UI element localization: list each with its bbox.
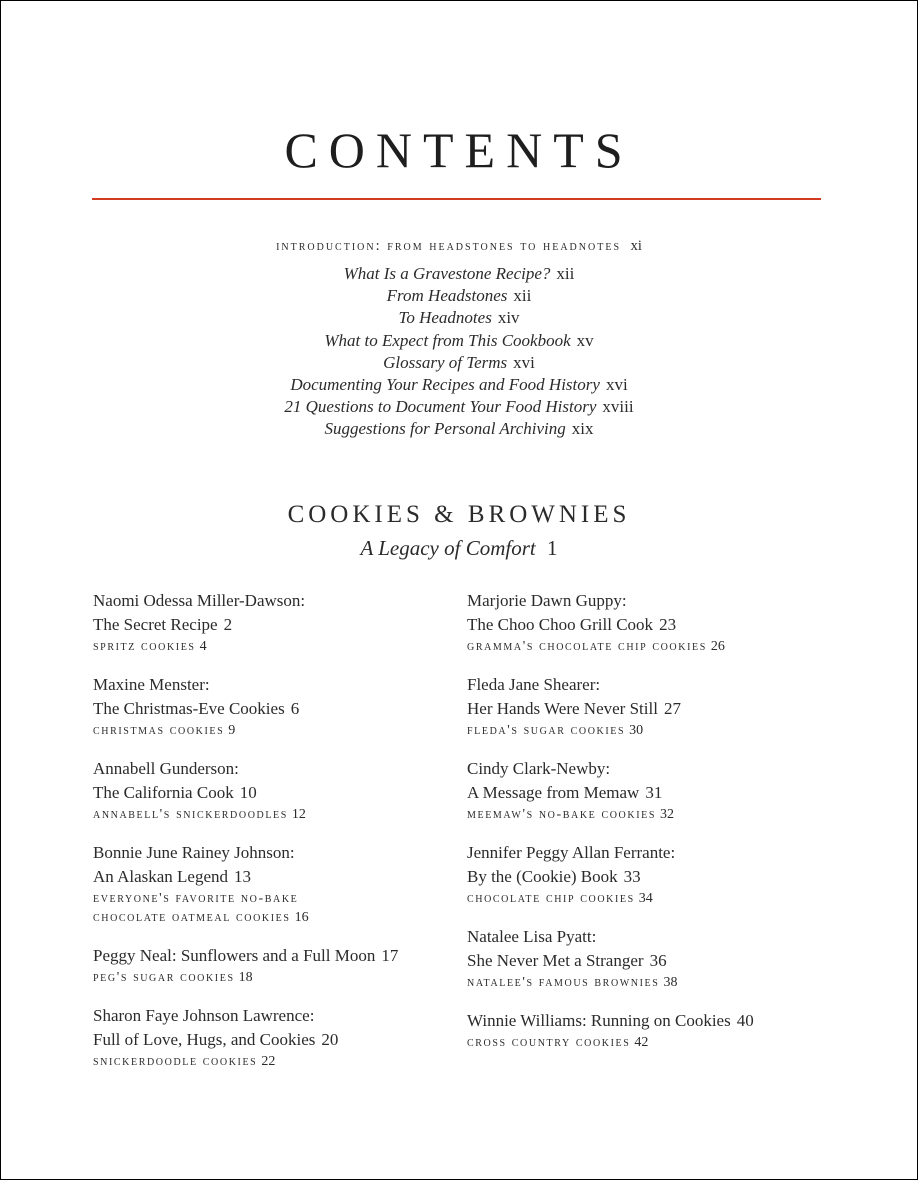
entry-story[interactable]	[467, 613, 827, 637]
entry-story-page: 6	[290, 699, 300, 718]
entry-story[interactable]	[93, 613, 453, 637]
entry-story-title: She Never Met a Stranger	[467, 951, 644, 970]
entry-story-page: 20	[321, 1030, 339, 1049]
entry-story-page: 10	[239, 783, 257, 802]
entry-recipe[interactable]	[93, 968, 453, 987]
entry-story-title: Peggy Neal: Sunflowers and a Full Moon	[93, 946, 376, 965]
intro-item[interactable]	[1, 263, 917, 285]
entry-story-title: An Alaskan Legend	[93, 867, 229, 886]
entry-recipe[interactable]	[93, 637, 453, 656]
entry-author[interactable]: Annabell Gunderson:	[93, 759, 239, 778]
entry-story[interactable]	[467, 781, 827, 805]
title-rule	[92, 198, 821, 200]
entry-recipe-name: peg's sugar cookies	[93, 970, 235, 985]
intro-item-label: To Headnotes	[398, 308, 492, 328]
entry-story[interactable]	[93, 697, 453, 721]
entry-recipe-page: 12	[291, 807, 306, 822]
entry-recipe[interactable]	[93, 908, 453, 927]
intro-item-label: 21 Questions to Document Your Food History	[284, 397, 597, 417]
toc-entry	[93, 944, 453, 987]
intro-item-page: xii	[556, 264, 575, 283]
entry-story-title: By the (Cookie) Book	[467, 867, 618, 886]
introduction-heading[interactable]	[1, 238, 917, 255]
toc-entry	[467, 589, 827, 656]
entry-author[interactable]: Fleda Jane Shearer:	[467, 675, 601, 694]
intro-item-label: From Headstones	[386, 286, 508, 306]
entry-story-page: 31	[645, 783, 663, 802]
entry-story-title: Her Hands Were Never Still	[467, 699, 658, 718]
entry-recipe-page: 42	[634, 1035, 649, 1050]
entry-story-title: The California Cook	[93, 783, 234, 802]
introduction-label: introduction: from headstones to headnotes	[276, 238, 622, 254]
right-column	[467, 589, 827, 1069]
toc-entry	[93, 1004, 453, 1071]
entry-story[interactable]	[93, 865, 453, 889]
intro-item[interactable]	[1, 307, 917, 329]
entry-recipe[interactable]	[467, 1033, 827, 1052]
entry-author[interactable]: Sharon Faye Johnson Lawrence:	[93, 1006, 315, 1025]
entry-recipe-name: fleda's sugar cookies	[467, 723, 626, 738]
entry-recipe[interactable]	[93, 1052, 453, 1071]
entry-story[interactable]	[467, 697, 827, 721]
section-subtitle-label: A Legacy of Comfort	[360, 536, 536, 560]
entry-recipe-page: 18	[238, 970, 253, 985]
entry-recipe-page: 4	[199, 639, 207, 654]
entry-recipe[interactable]	[467, 637, 827, 656]
entry-recipe-page: 16	[294, 910, 309, 925]
entry-story-title: Full of Love, Hugs, and Cookies	[93, 1030, 316, 1049]
entry-story-title: The Choo Choo Grill Cook	[467, 615, 654, 634]
intro-item[interactable]	[1, 352, 917, 374]
entry-recipe-name: meemaw's no-bake cookies	[467, 807, 657, 822]
intro-item-label: What Is a Gravestone Recipe?	[343, 264, 551, 283]
entry-story-page: 2	[223, 615, 233, 634]
intro-item-page: xv	[576, 330, 594, 350]
entry-recipe-name: natalee's famous brownies	[467, 975, 660, 990]
entry-author[interactable]: Natalee Lisa Pyatt:	[467, 927, 597, 946]
entry-recipe-name: chocolate oatmeal cookies	[93, 910, 291, 925]
intro-item-label: Documenting Your Recipes and Food History	[290, 375, 600, 395]
entry-story[interactable]	[93, 1028, 453, 1052]
section-subtitle[interactable]	[1, 536, 917, 561]
entry-story-title: Winnie Williams: Running on Cookies	[467, 1011, 731, 1030]
introduction-list	[1, 263, 917, 441]
entry-story-page: 13	[234, 867, 252, 886]
intro-item[interactable]	[1, 330, 917, 352]
intro-item[interactable]	[1, 374, 917, 396]
introduction-page: xi	[630, 238, 642, 254]
entry-author[interactable]: Maxine Menster:	[93, 675, 210, 694]
entry-story-page: 40	[736, 1011, 754, 1030]
entry-story-page: 33	[623, 867, 641, 886]
intro-item-label: Suggestions for Personal Archiving	[324, 419, 566, 439]
entry-recipe-name: cross country cookies	[467, 1035, 631, 1050]
toc-entry	[93, 673, 453, 740]
toc-entry	[93, 841, 453, 927]
entry-author[interactable]: Naomi Odessa Miller-Dawson:	[93, 591, 306, 610]
entry-recipe[interactable]	[93, 721, 453, 740]
entry-story-title: The Secret Recipe	[93, 615, 218, 634]
entry-author[interactable]: Marjorie Dawn Guppy:	[467, 591, 627, 610]
intro-item[interactable]	[1, 418, 917, 440]
entry-recipe[interactable]	[93, 889, 453, 908]
intro-item[interactable]	[1, 396, 917, 418]
entry-recipe[interactable]	[467, 805, 827, 824]
intro-item-page: xiv	[497, 308, 520, 328]
intro-item-page: xviii	[602, 397, 634, 417]
entry-author[interactable]: Bonnie June Rainey Johnson:	[93, 843, 295, 862]
toc-entry	[467, 1009, 827, 1052]
entry-recipe[interactable]	[467, 721, 827, 740]
entry-recipe-name: spritz cookies	[93, 639, 196, 654]
entry-author[interactable]: Cindy Clark-Newby:	[467, 759, 611, 778]
toc-entry	[467, 841, 827, 908]
intro-item-page: xix	[571, 419, 594, 439]
intro-item-label: What to Expect from This Cookbook	[324, 330, 571, 350]
entry-story[interactable]	[467, 949, 827, 973]
entry-story[interactable]	[467, 865, 827, 889]
entry-recipe-page: 26	[710, 639, 725, 654]
intro-item[interactable]	[1, 285, 917, 307]
entry-recipe-page: 9	[228, 723, 236, 738]
entry-story-page: 36	[649, 951, 667, 970]
entry-recipe-page: 38	[663, 975, 678, 990]
entry-recipe-name: annabell's snickerdoodles	[93, 807, 288, 822]
entry-recipe[interactable]	[467, 889, 827, 908]
toc-entry	[467, 925, 827, 992]
toc-entry	[93, 589, 453, 656]
entry-story[interactable]	[93, 781, 453, 805]
intro-item-page: xii	[513, 286, 532, 306]
entry-recipe-name: christmas cookies	[93, 723, 225, 738]
entry-recipe-name: chocolate chip cookies	[467, 891, 635, 906]
entry-recipe[interactable]	[93, 805, 453, 824]
entry-recipe-name: gramma's chocolate chip cookies	[467, 639, 707, 654]
entry-story-page: 27	[663, 699, 681, 718]
entry-story-page: 17	[381, 946, 399, 965]
entry-recipe-page: 32	[660, 807, 675, 822]
section-title: COOKIES & BROWNIES	[287, 501, 631, 528]
left-column	[93, 589, 453, 1088]
toc-entry	[467, 757, 827, 824]
entry-story[interactable]	[93, 944, 453, 968]
entry-recipe[interactable]	[467, 973, 827, 992]
entry-story-page: 23	[659, 615, 677, 634]
entry-recipe-page: 22	[261, 1054, 276, 1069]
entry-story-title: The Christmas-Eve Cookies	[93, 699, 285, 718]
intro-item-page: xvi	[513, 352, 535, 372]
section-subtitle-page: 1	[546, 536, 558, 560]
entry-recipe-page: 30	[629, 723, 644, 738]
entry-recipe-name: everyone's favorite no-bake	[93, 891, 299, 906]
toc-entry	[93, 757, 453, 824]
entry-author[interactable]: Jennifer Peggy Allan Ferrante:	[467, 843, 676, 862]
page-title: CONTENTS	[284, 122, 634, 178]
toc-entry	[467, 673, 827, 740]
entry-story-title: A Message from Memaw	[467, 783, 640, 802]
entry-story[interactable]	[467, 1009, 827, 1033]
intro-item-label: Glossary of Terms	[383, 352, 508, 372]
entry-recipe-name: snickerdoodle cookies	[93, 1054, 258, 1069]
entry-recipe-page: 34	[638, 891, 653, 906]
intro-item-page: xvi	[605, 375, 628, 395]
